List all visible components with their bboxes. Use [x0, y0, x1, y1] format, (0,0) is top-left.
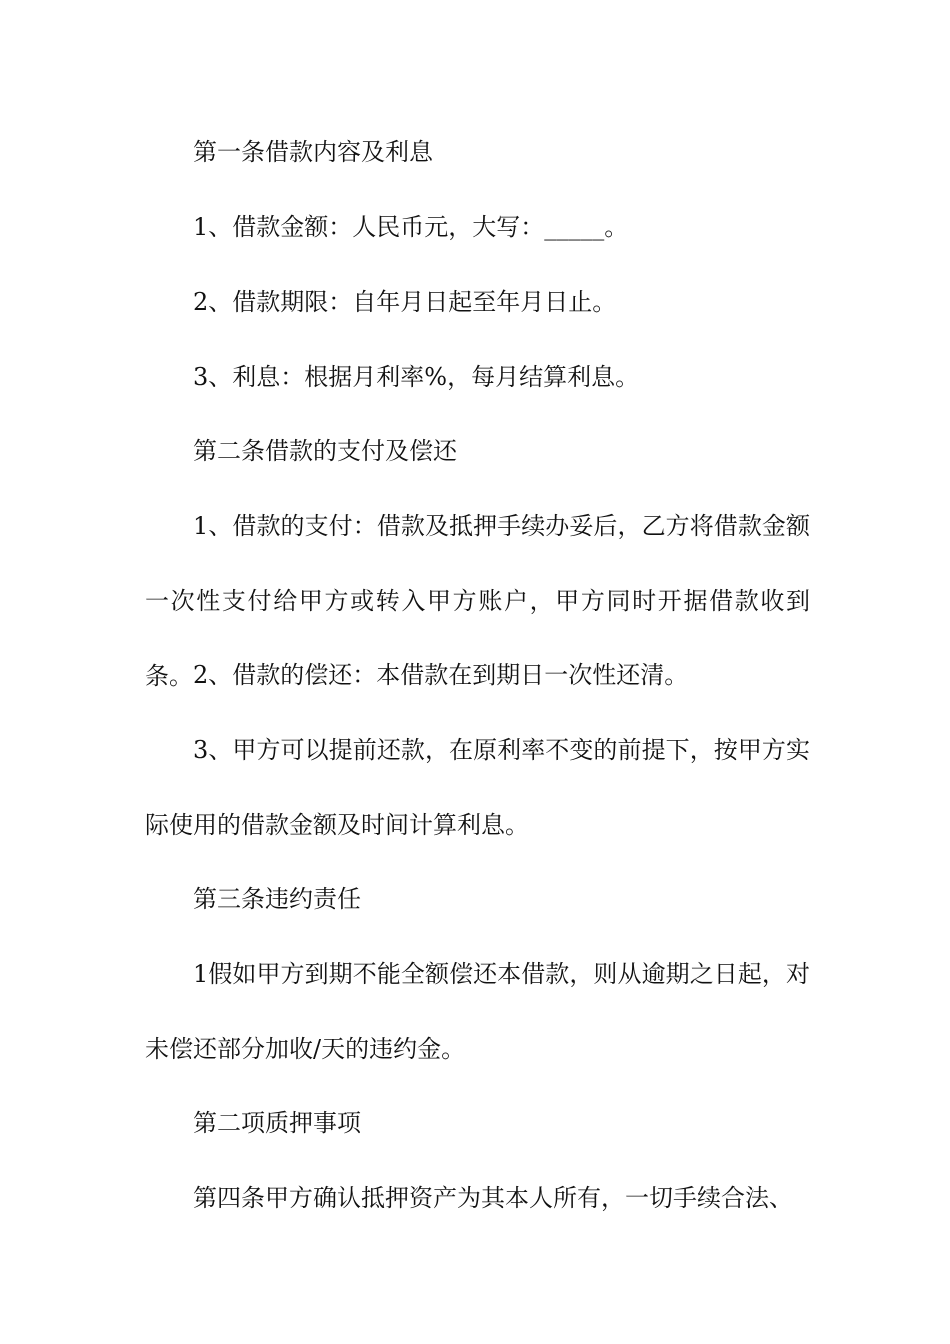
loan-payment-clause: 1、借款的支付：借款及抵押手续办妥后，乙方将借款金额一次性支付给甲方或转入甲方账户，甲方同时开据借款收到条。	[145, 512, 810, 690]
article-4-clause: 第四条甲方确认抵押资产为其本人所有，一切手续合法、	[193, 1184, 793, 1212]
article-2-heading: 第二条借款的支付及偿还	[193, 437, 457, 465]
article-1-heading: 第一条借款内容及利息	[193, 138, 433, 166]
article-3-heading: 第三条违约责任	[193, 885, 361, 913]
interest-clause: 3、利息：根据月利率%，每月结算利息。	[193, 363, 640, 391]
loan-repayment-clause: 2、借款的偿还：本借款在到期日一次性还清。	[193, 661, 689, 689]
pledge-section-heading: 第二项质押事项	[193, 1109, 361, 1137]
loan-amount-clause: 1、借款金额：人民币元，大写：_____。	[193, 213, 629, 241]
early-repayment-clause: 3、甲方可以提前还款，在原利率不变的前提下，按甲方实际使用的借款金额及时间计算利息。	[145, 736, 810, 839]
late-penalty-clause: 1假如甲方到期不能全额偿还本借款，则从逾期之日起，对未偿还部分加收/天的违约金。	[145, 960, 810, 1063]
loan-term-clause: 2、借款期限：自年月日起至年月日止。	[193, 288, 617, 316]
